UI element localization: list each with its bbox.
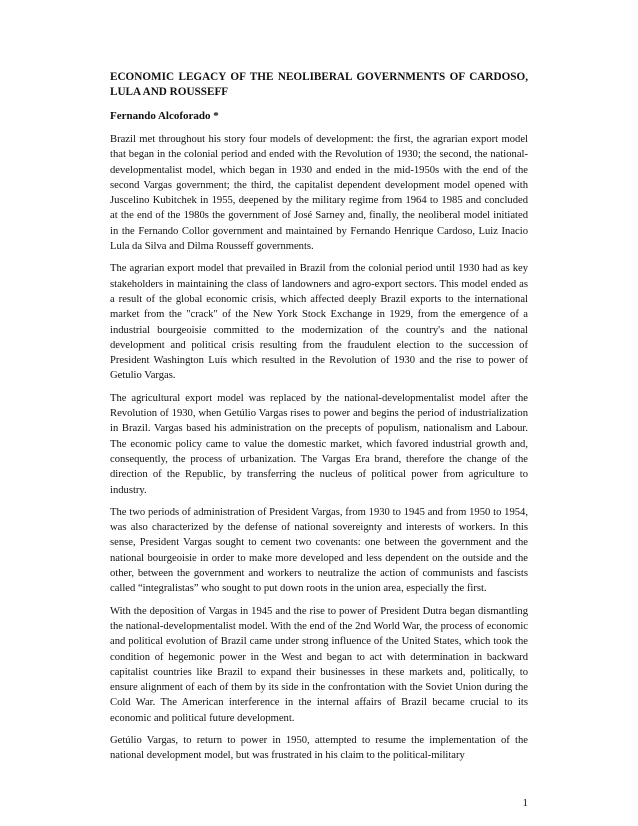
document-author: Fernando Alcoforado *: [110, 110, 219, 122]
paragraph-2: The agrarian export model that prevailed in Brazil from the colonial period until 1930 had as key stakeholders in maintaining the class of landowners and agro-export sectors. This model ended as a result of the global economic crisis, which affected deeply Brazil exports to the international market from the "crack" of the New York Stock Exchange in 1929, from the emergence of a industrial bourgeoisie committed to the modernization of the country's and the national development and political crisis resulting from the fraudulent election to the succession of President Washington Luís which resulted in the Revolution of 1930 and the rise to power of Getulio Vargas.: [110, 263, 528, 382]
document-title: ECONOMIC LEGACY OF THE NEOLIBERAL GOVERNMENTS OF CARDOSO, LULA AND ROUSSEFF: [110, 71, 528, 98]
paragraph-4: The two periods of administration of President Vargas, from 1930 to 1945 and from 1950 to 1954, was also characterized by the defense of national sovereignty and interests of workers. In this sense, President Vargas sought to cement two covenants: one between the government and the national bourgeoisie in order to make more developed and less dependent on the outside and the other, between the government and workers to neutralize the action of communists and fascists called “integralistas” who sought to put down roots in the union area, especially the first.: [110, 506, 528, 595]
paragraph-5: With the deposition of Vargas in 1945 and the rise to power of President Dutra began dismantling the national-developmentalist model. With the end of the 2nd World War, the process of economic and political evolution of Brazil came under strong influence of the United States, which took the condition of hegemonic power in the West and began to act with determination in backward capitalist countries like Brazil to expand their businesses in these markets and, politically, to ensure alignment of each of them by its side in the confrontation with the Soviet Union during the Cold War. The American interference in the internal affairs of Brazil became crucial to its economic and political future development.: [110, 605, 528, 724]
paragraph-3: The agricultural export model was replaced by the national-developmentalist model after the Revolution of 1930, when Getúlio Vargas rises to power and begins the period of industrialization in Brazil. Vargas based his administration on the precepts of populism, nationalism and Labour. The economic policy came to value the domestic market, which favored industrial growth and, consequently, the process of urbanization. The Vargas Era brand, therefore the change of the direction of the Republic, by transferring the nucleus of political power from agriculture to industry.: [110, 392, 528, 496]
paragraph-1: Brazil met throughout his story four models of development: the first, the agrarian export model that began in the colonial period and ended with the Revolution of 1930; the second, the national-developmentalist model, which began in 1930 and ended in the mid-1950s with the end of the second Vargas government; the third, the capitalist dependent development model opened with Juscelino Kubitchek in 1955, deepened by the military regime from 1964 to 1985 and concluded at the end of the 1980s the government of José Sarney and, finally, the neoliberal model initiated in the Fernando Collor government and maintained by Fernando Henrique Cardoso, Luiz Inacio Lula da Silva and Dilma Rousseff governments.: [110, 134, 528, 253]
page-number: 1: [522, 797, 528, 809]
paragraph-6: Getúlio Vargas, to return to power in 1950, attempted to resume the implementation of the national development model, but was frustrated in his claim to the political-military: [110, 734, 528, 762]
page-content: [110, 70, 528, 771]
